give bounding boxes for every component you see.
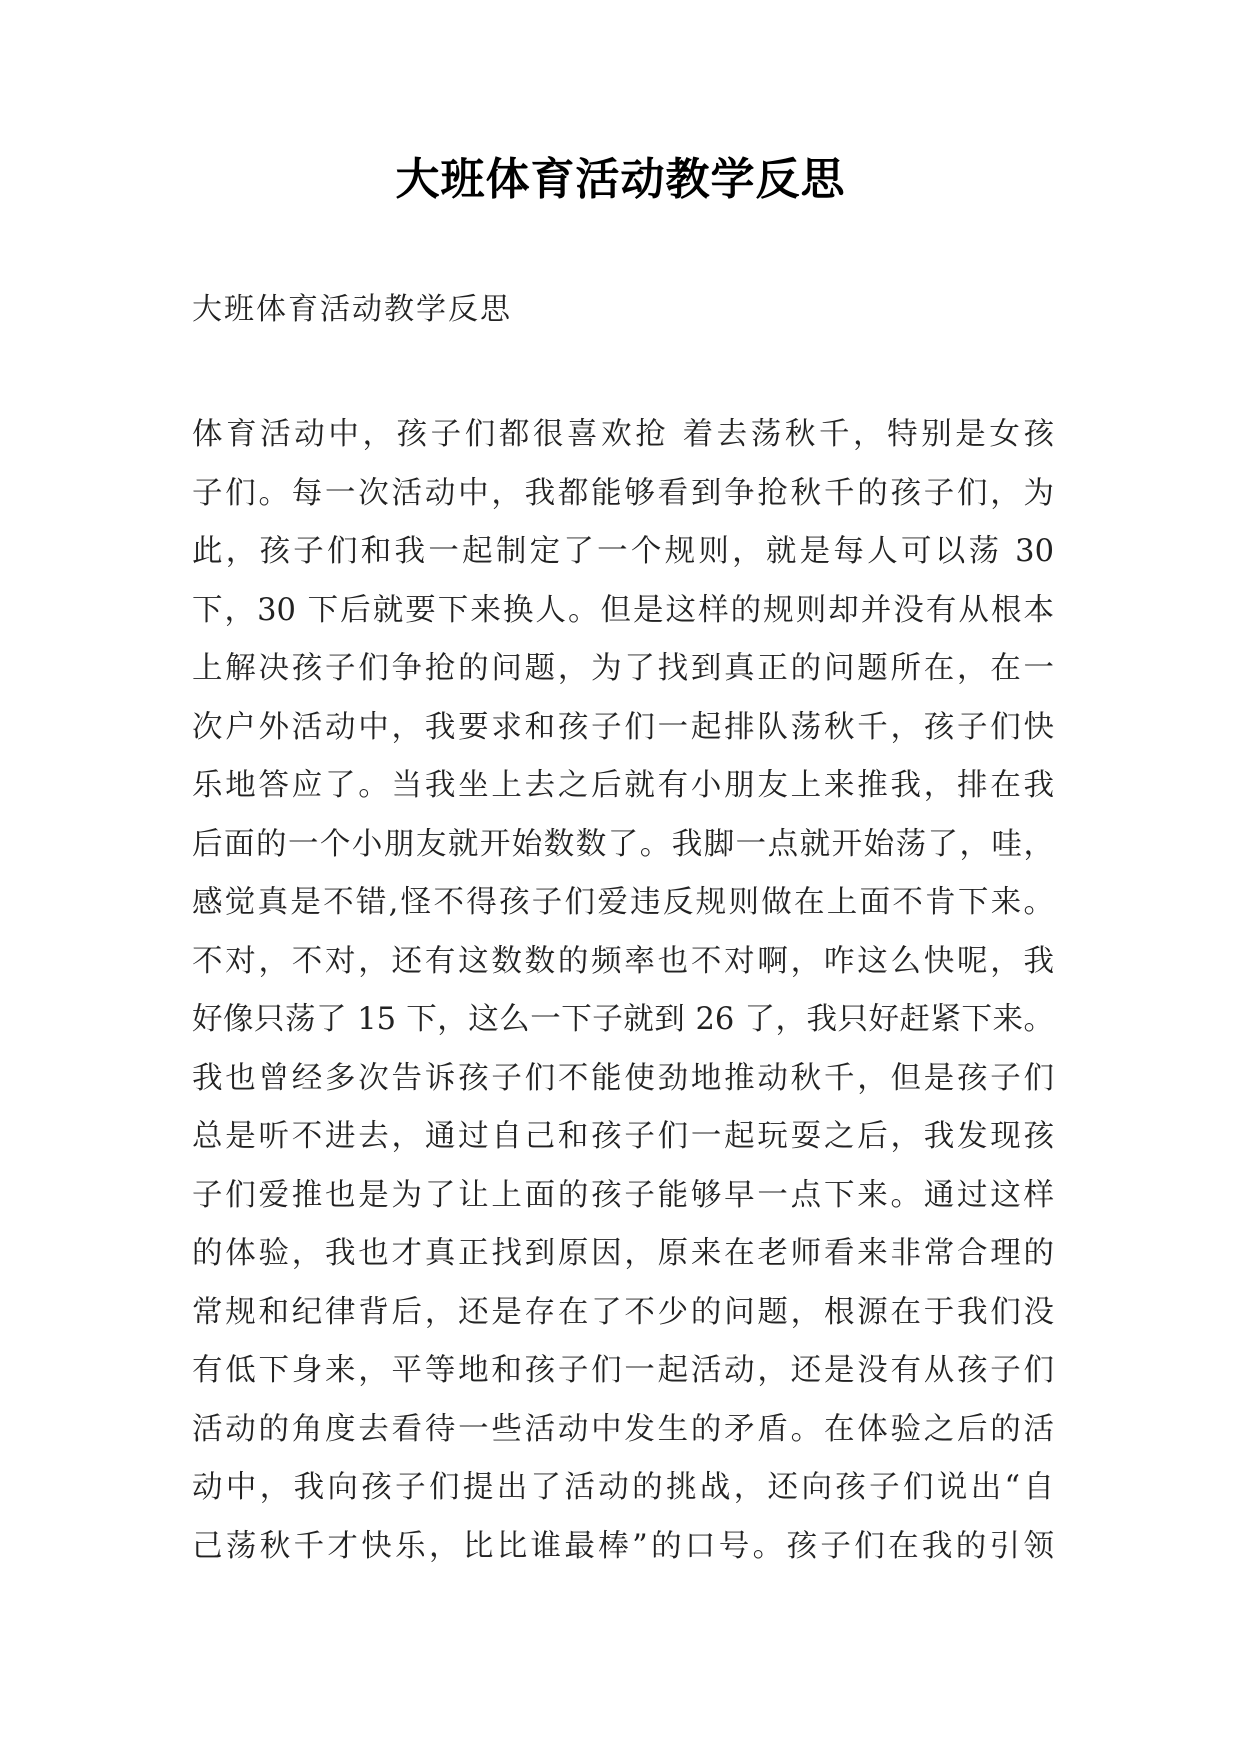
paragraph-line: 常规和纪律背后，还是存在了不少的问题，根源在于我们没: [192, 1294, 1054, 1330]
paragraph-line: 后面的一个小朋友就开始数数了。我脚一点就开始荡了，哇，: [192, 826, 1054, 862]
paragraph-line: 我也曾经多次告诉孩子们不能使劲地推动秋千，但是孩子们: [192, 1060, 1054, 1096]
paragraph-line: 有低下身来，平等地和孩子们一起活动，还是没有从孩子们: [192, 1353, 1054, 1388]
paragraph-line: 的体验，我也才真正找到原因，原来在老师看来非常合理的: [192, 1236, 1054, 1271]
body-paragraph: [192, 406, 1054, 1576]
document-subtitle: 大班体育活动教学反思: [192, 292, 512, 327]
paragraph-line: 活动的角度去看待一些活动中发生的矛盾。在体验之后的活: [192, 1411, 1054, 1447]
paragraph-line: 此，孩子们和我一起制定了一个规则，就是每人可以荡 30: [192, 534, 1054, 569]
paragraph-line: 上解决孩子们争抢的问题，为了找到真正的问题所在，在一: [192, 651, 1054, 686]
paragraph-line: 总是听不进去，通过自己和孩子们一起玩耍之后，我发现孩: [192, 1119, 1054, 1154]
paragraph-line: 子们。每一次活动中，我都能够看到争抢秋千的孩子们，为: [192, 475, 1054, 511]
paragraph-line: 感觉真是不错,怪不得孩子们爱违反规则做在上面不肯下来。: [192, 885, 1054, 920]
paragraph-line: 次户外活动中，我要求和孩子们一起排队荡秋千，孩子们快: [192, 709, 1054, 745]
paragraph-line: 子们爱推也是为了让上面的孩子能够早一点下来。通过这样: [192, 1177, 1054, 1213]
paragraph-line: 乐地答应了。当我坐上去之后就有小朋友上来推我，排在我: [192, 768, 1054, 803]
document-title: 大班体育活动教学反思: [395, 154, 846, 205]
paragraph-line: 下，30 下后就要下来换人。但是这样的规则却并没有从根本: [192, 592, 1054, 628]
paragraph-line: 体育活动中，孩子们都很喜欢抢 着去荡秋千，特别是女孩: [192, 417, 1054, 452]
paragraph-line: 好像只荡了 15 下，这么一下子就到 26 了，我只好赶紧下来。: [192, 1002, 1054, 1037]
paragraph-line: 动中，我向孩子们提出了活动的挑战，还向孩子们说出“自: [192, 1470, 1054, 1505]
paragraph-line: 不对，不对，还有这数数的频率也不对啊，咋这么快呢，我: [192, 943, 1054, 979]
paragraph-line: 己荡秋千才快乐，比比谁最棒”的口号。孩子们在我的引领: [192, 1528, 1054, 1564]
